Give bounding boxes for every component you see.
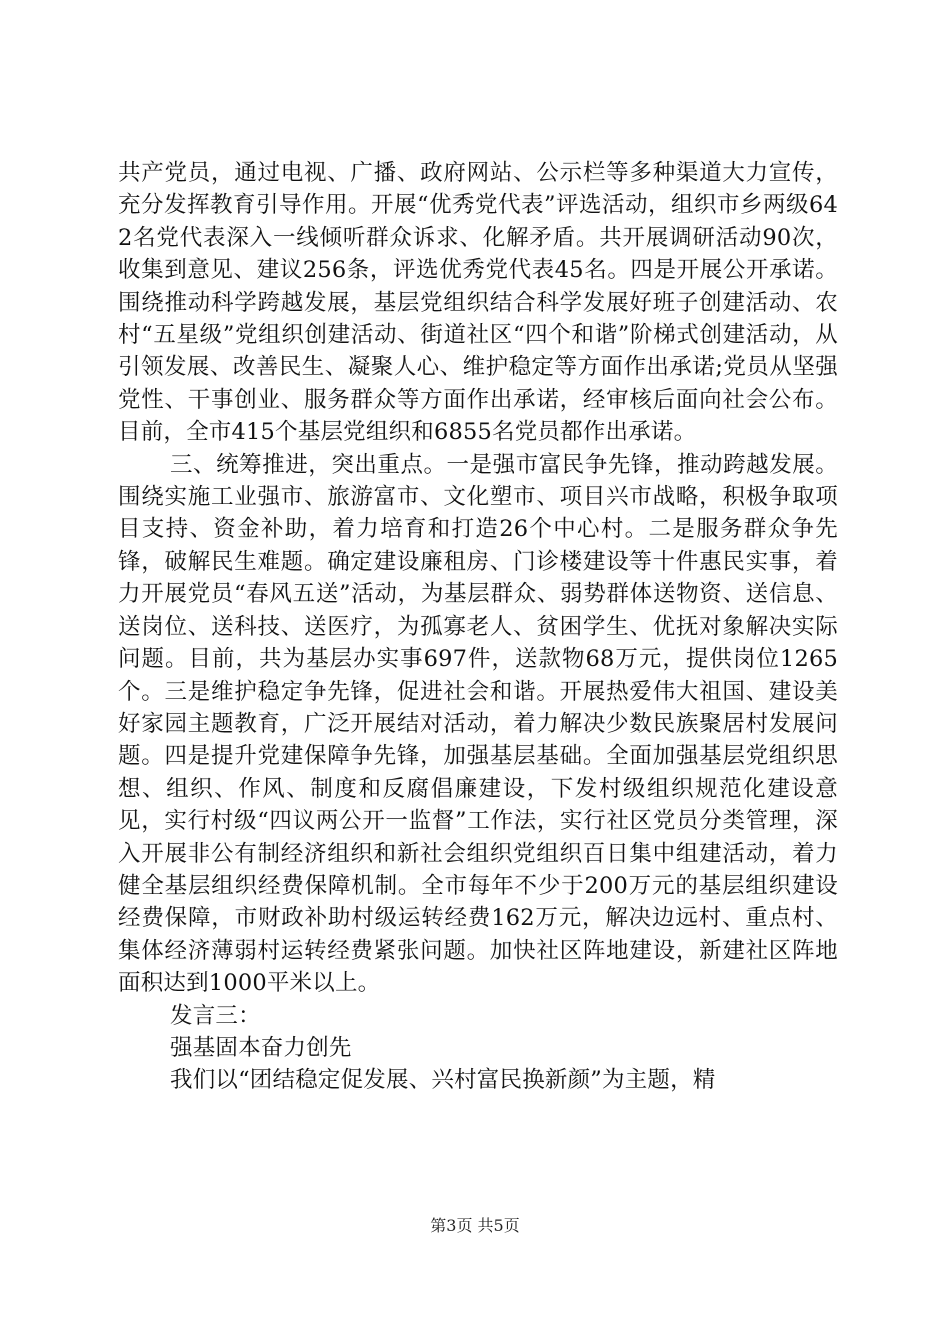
paragraph-section-three: 三、统筹推进，突出重点。一是强市富民争先锋，推动跨越发展。围绕实施工业强市、旅游富市、文化塑市、项目兴市战略，积极争取项目支持、资金补助，着力培育和打造26个中心村。二是服务群众争先锋，破解民生难题。确定建设廉租房、门诊楼建设等十件惠民实事，着力开展党员“春风五送”活动，为基层群众、弱势群体送物资、送信息、送岗位、送科技、送医疗，为孤寡老人、贫困学生、优抚对象解决实际问题。目前，共为基层办实事697件，送款物68万元，提供岗位1265个。三是维护稳定争先锋，促进社会和谐。开展热爱伟大祖国、建设美好家园主题教育，广泛开展结对活动，着力解决少数民族聚居村发展问题。四是提升党建保障争先锋，加强基层基础。全面加强基层党组织思想、组织、作风、制度和反腐倡廉建设，下发村级组织规范化建设意见，实行村级“四议两公开一监督”工作法，实行社区党员分类管理，深入开展非公有制经济组织和新社会组织党组织百日集中组建活动，着力健全基层组织经费保障机制。全市每年不少于200万元的基层组织建设经费保障，市财政补助村级运转经费162万元，解决边远村、重点村、集体经济薄弱村运转经费紧张问题。加快社区阵地建设，新建社区阵地面积达到1000平米以上。 [118, 451, 838, 997]
speech-heading: 发言三： [170, 1002, 261, 1029]
page-number-footer: 第3页 共5页 [430, 1216, 520, 1235]
document-body [118, 157, 838, 1097]
paragraph-speech-opening: 我们以“团结稳定促发展、兴村富民换新颜”为主题，精 [170, 1067, 716, 1094]
paragraph-continuation: 共产党员，通过电视、广播、政府网站、公示栏等多种渠道大力宣传，充分发挥教育引导作用。开展“优秀党代表”评选活动，组织市乡两级642名党代表深入一线倾听群众诉求、化解矛盾。共开展调研活动90次，收集到意见、建议256条，评选优秀党代表45名。四是开展公开承诺。围绕推动科学跨越发展，基层党组织结合科学发展好班子创建活动、农村“五星级”党组织创建活动、街道社区“四个和谐”阶梯式创建活动，从引领发展、改善民生、凝聚人心、维护稳定等方面作出承诺;党员从坚强党性、干事创业、服务群众等方面作出承诺，经审核后面向社会公布。目前，全市415个基层党组织和6855名党员都作出承诺。 [118, 160, 838, 446]
speech-title: 强基固本奋力创先 [170, 1034, 352, 1061]
